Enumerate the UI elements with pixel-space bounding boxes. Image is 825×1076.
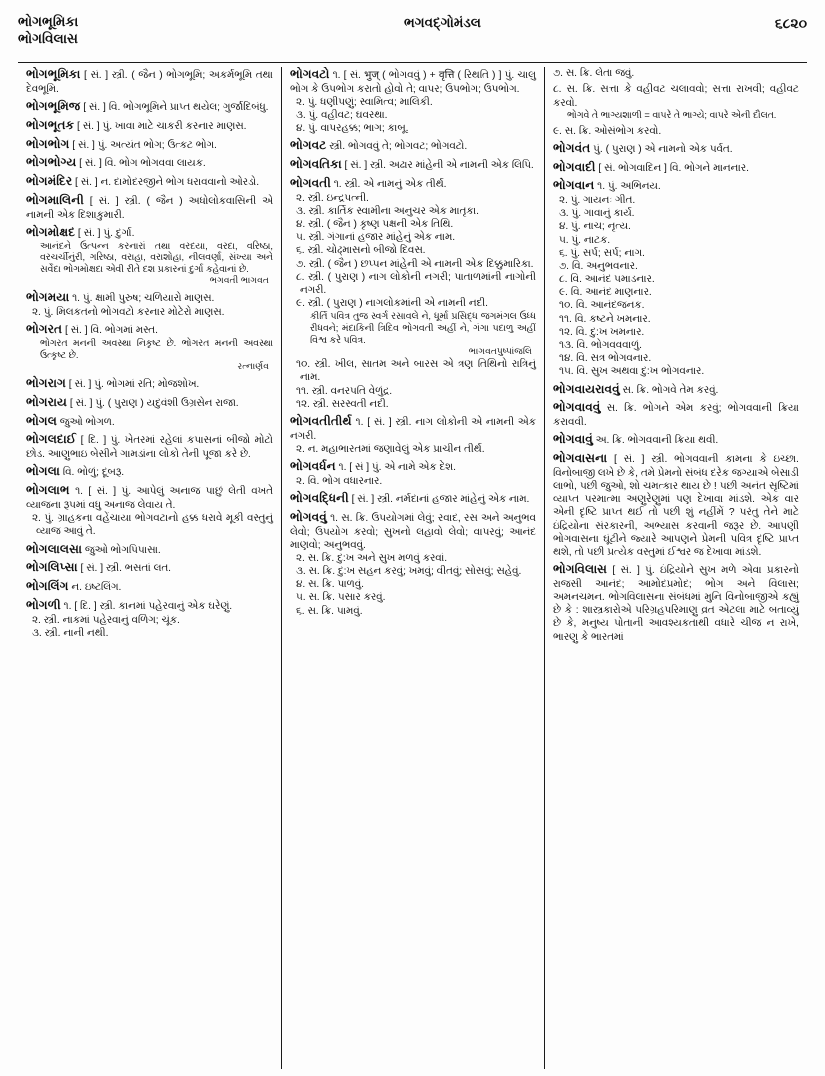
entry-sense: ૭. સ્ત્રી. ( જૈન ) છપ્પન માંહેની એ નામની એક દિક્કુમારિકા. <box>295 258 534 270</box>
dictionary-entry <box>553 400 799 429</box>
entry-headword: ભોગવાદી <box>552 159 596 174</box>
dictionary-entry <box>26 432 273 461</box>
entry-definition: [ સં. ] સ્ત્રી. ભસતાં લત. <box>77 563 172 575</box>
entry-headword: ભોગભોગ્ય <box>26 155 77 170</box>
entry-definition: [ સં. ] પું. ભોગમાં રતિ; મોજશોખ. <box>65 379 200 391</box>
page-number: ૬૮૨૦ <box>774 15 807 31</box>
entry-definition: જુઓ ભોગળ. <box>56 416 115 428</box>
entry-sense: ૨. ન. મહાભારતમાં જણાવેલું એક પ્રાચીન તીર્થ. <box>295 443 485 455</box>
entry-definition: [ સં. ] સ્ત્રી. ( જૈન ) ભોગભૂમિ; અકર્મભૂમિ તથા દેવભૂમિ. <box>26 70 273 95</box>
dictionary-entry <box>26 290 273 319</box>
entry-headword: ભોગવાસના <box>552 451 608 466</box>
entry-definition: [ સં. ] વિ. ભોગમાં મસ્ત. <box>62 325 158 337</box>
dictionary-entry <box>290 414 536 456</box>
entry-headword: ભોગમયા <box>26 290 70 305</box>
dictionary-entry <box>26 99 273 115</box>
entry-sense: ૧૫. વિ. સુખ અથવા દુ:ખ ભોગવનાર. <box>558 366 705 378</box>
entry-sense: ૬. સ. ક્રિ. પામવું. <box>295 605 363 617</box>
dictionary-entry <box>26 464 273 480</box>
entry-headword: ભોગવટો <box>289 67 330 81</box>
entry-headword: ભોગવાવું <box>552 432 593 447</box>
entry-note: ભોગરત મનની અવસ્થા નિકૃષ્ટ છે. ભોગરત મનની અવસ્થા ઉત્કૃષ્ટ છે. <box>40 337 273 360</box>
entry-headword: ભોગલા <box>26 464 60 479</box>
entry-sense: ૪. સ્ત્રી. ( જૈન ) કૃષ્ણ પક્ષની એક તિથિ. <box>295 219 454 231</box>
entry-sense: ૭. વિ. અનુભવનાર. <box>558 260 638 272</box>
entry-sense: ૨. સ્ત્રી. નાકમાં પહેરવાનું વળિંગ; ચૂંક. <box>32 614 180 626</box>
entry-definition: ૧. પું. ક્ષામી પુરુષ; ચળિયારો માણસ. <box>69 293 215 305</box>
left-column <box>18 67 281 1069</box>
entry-sense: ૮. સ. ક્રિ. સત્તા કે વહીવટ ચલાવવો; સત્તા રાખવી; વહીવટ કરવો. <box>552 84 799 109</box>
entry-definition: [ સં. ] સ્ત્રી. ભોગવવાની કામના કે ઇચ્છા. વિનોબાજી લખે છે કે, તમે પ્રેમનો સંબંધ દરેક જગ્યાએ બેસાડી લાભો, પછી જુઓ, શો ચમત્કાર થાય છે ! પછી અનંત સૃષ્ટિમાં વ્યાપ્ત પરમાત્મા અણુરેણુમાં પણ દેખાવા માંડશે. એક વાર એની દૃષ્ટિ પ્રાપ્ત થઈ તો પછી શું નહીંમેં ? પરંતુ તેને માટે ઇંદ્રિયોના સંરકારની, અભ્યાસ કરવાની જરૂર છે. આપણી ભોગવાસના ઘૂંટીને જ્યારે આપણને પ્રેમની પવિત્ર દૃષ્ટિ પ્રાપ્ત થશે, તો પછી પ્રત્યેક વસ્તુમાં ઈશ્વર જ દેખાવા માંડશે. <box>552 454 799 558</box>
entry-definition: ૧. [ સં ] પું. એ નામે એક દેશ. <box>335 462 456 474</box>
entry-definition: [ સં. ] પું. દુર્ગા. <box>75 227 135 239</box>
entry-definition: ન. ઇષ્ટલિંગ. <box>68 582 122 594</box>
entry-sense: ૧૧. વિ. કષ્ટને ખમનાર. <box>558 313 651 325</box>
dictionary-entry <box>553 67 799 80</box>
entry-sense: ૯. વિ. આનંદ માણનાર. <box>558 287 652 299</box>
entry-sense: ૮. વિ. આનંદ પમાડનાર. <box>558 274 655 286</box>
entry-sense: ૯. સ. ક્રિ. ઓસંભોગ કરવો. <box>552 125 662 137</box>
entry-definition: [ સં. ] પું. ( પુરાણ ) યદુવંશી ઉગ્રસેન રાજા. <box>66 397 239 409</box>
entry-definition: [ સં. ] સ્ત્રી. નર્મદાનાં હજાર માંહેનું એક નામ. <box>348 494 530 506</box>
entry-citation: ભગવતી ભાગવત <box>209 275 269 286</box>
dictionary-entry <box>26 483 273 538</box>
entry-sense: ૩. સ્ત્રી. નાની નથી. <box>32 627 109 639</box>
entry-sense: ૨. પું. ગાયનઃ ગીત. <box>558 195 636 207</box>
entry-definition: [ સં. ] વિ. ભોગ ભોગવવા લાયક. <box>76 158 206 170</box>
entry-definition: પું. ( પુરાણ ) એ નામનો એક પર્વત. <box>590 143 733 155</box>
entry-sense: ૬. પું. સર્પ; સર્પ; નાગ. <box>558 247 645 259</box>
dictionary-entry <box>26 137 273 153</box>
entry-sense: ૧૦. વિ. આનંદજનક. <box>558 300 645 312</box>
dictionary-entry <box>290 491 536 507</box>
entry-definition: વિ. ભોળું; દૂબરૂ. <box>59 467 125 479</box>
entry-definition: ૧. [ સં. ] સ્ત્રી. નાગ લોકોની એ નામની એક નગરી. <box>289 417 536 442</box>
entry-headword: ભોગમાલિની <box>26 192 84 207</box>
page-header <box>18 14 807 60</box>
entry-definition: ૧. [ સં. ] પું. આપેલું અનાજ પાછું લેતી વખતે વ્યાજના રૂપમાં વધુ અનાજ લેવાય તે. <box>26 486 273 511</box>
entry-definition: [ સં. ] પું. અત્યંત ભોગ; ઉત્કટ ભોગ. <box>69 139 217 151</box>
entry-definition: સ. ક્રિ. ભોગને એમ કરવું; ભોગવવાની ક્રિયા કરાવવી. <box>552 403 799 429</box>
dictionary-entry <box>553 125 799 138</box>
entry-note: આનંદને ઉત્પન્ન કરનારાં તથા વરદયા, વરદા, વરિષ્ઠા, વરચર્ચીનુંરી, ગરિષ્ઠા, વરાહા, વરાશોહા, નીલવર્ણા, સંખ્યા અને સર્વેદા ભોગમોક્ષદા એવી રીતે દશ પ્રકારનાં દુર્ગા કહેવાનાં છે. <box>40 240 273 274</box>
entry-definition: [ દિ. ] પું. ખેતરમાં રહેલાં કપાસનાં બીજો મોટો છોડ. આણુભાઇ બેસીને ગામડાંના લોકો તેની પૂજા કરે છે. <box>26 435 273 461</box>
entry-definition: [ સં. ભોગવાદિન ] વિ. ભોગને માનનાર. <box>595 162 749 174</box>
dictionary-entry <box>26 193 273 222</box>
entry-sense: ૨. પું. મિલકતનો ભોગવટો કરનાર મોટેરો માણસ. <box>32 306 225 318</box>
dictionary-entry <box>553 160 799 176</box>
entry-headword: ભોગલાભ <box>26 483 70 498</box>
entry-sense: ૪. સ. ક્રિ. પાળવું. <box>295 579 364 591</box>
entry-definition: ૧. સ્ત્રી. એ નામનું એક તીર્થ. <box>330 179 447 191</box>
entry-sense: ૭. સ. ક્રિ. લેતા જવું. <box>552 68 635 79</box>
dictionary-entry <box>26 67 273 96</box>
entry-headword: ભોગળી <box>26 597 61 612</box>
entry-headword: ભોગવર્ધન <box>289 459 336 474</box>
entry-headword: ભોગભોગ <box>26 136 70 151</box>
dictionary-entry <box>26 414 273 430</box>
entry-headword: ભોગલદાઈ <box>26 432 77 447</box>
entry-headword: ભોગવતીતીર્થ <box>289 414 352 429</box>
dictionary-entry <box>26 376 273 392</box>
entry-sense: ૨. સ્ત્રી. ઇન્દ્રપત્ની. <box>295 192 369 204</box>
entry-citation: રત્નાર્ણવ <box>237 361 269 372</box>
entry-sense: ૧૪. વિ. સત્ર ભોગવનાર. <box>558 353 652 365</box>
dictionary-entry <box>26 225 273 287</box>
entry-definition: [ સં. ] સ્ત્રી. ( જૈન ) અધોલોકવાસિની એ નામની એક દિશાકુમારી. <box>26 195 273 221</box>
entry-sense: ૬. સ્ત્રી. ચોઢ્માસનો બીજો દિવસ. <box>295 245 426 257</box>
header-guide-words <box>18 14 228 48</box>
dictionary-entry <box>26 579 273 595</box>
entry-headword: ભોગમંદિર <box>26 174 73 189</box>
dictionary-entry <box>26 174 273 190</box>
entry-citation: ભાગવતપુષ્પાંજલિ <box>468 346 532 357</box>
middle-column <box>281 67 544 1069</box>
entry-headword: ભોગરત <box>26 322 63 337</box>
dictionary-entry <box>26 155 273 171</box>
entry-sense: ૧૦. સ્ત્રી. ખીલ, સાતમ અને બારસ એ ત્રણ તિથિનો રાત્રિનું નામ. <box>295 359 536 384</box>
dictionary-entry <box>290 176 536 411</box>
entry-definition: ૧. [ સં. भुज् ( ભોગવવું ) + वृत्ति ( રિથતિ ) ] પું. ચાલુ ભોગ કે ઉપભોગ કરાતો હોવો તે; વાપર; ઉપભોગ; ઉપભોગ. <box>289 70 536 95</box>
entry-definition: સ્ત્રી. ભોગવવું તે; ભોગવટ; ભોગવટો. <box>326 141 468 153</box>
header-guide-word-second: ભોગવિલાસ <box>18 30 78 46</box>
dictionary-entry <box>290 459 536 488</box>
entry-headword: ભોગવદ્ધિની <box>289 491 349 506</box>
entry-definition: અ. ક્રિ. ભોગવવાની ક્રિયા થવી. <box>592 435 719 447</box>
entry-definition: ૧. [ દિ. ] સ્ત્રી. કાનમાં પહેરવાનું એક ઘરેણું. <box>60 600 233 612</box>
dictionary-entry <box>26 118 273 134</box>
entry-definition: [ સં. ] પું. ઇંદ્રિયોને સુખ મળે એવા પ્રકારનો રાજસી આનંદ; આમોદપ્રમોદ; ભોગ અને વિલાસ; અમનચમન. ભોગવિલાસના સંબંધમાં મુનિ વિનોબાજીએ કહ્યું છે કે : શાસ્ત્રકારોએ પરિગ્રહપરિમાણુ વ્રત એટલા માટે બતાવ્યું છે કે, મનુષ્ય પોતાની આવશ્યકતાથી વધારે ચીજ ન રાખે, ભારણુ કે ભારતમાં <box>552 565 799 643</box>
dictionary-entry <box>26 598 273 640</box>
dictionary-entry <box>290 510 536 618</box>
dictionary-entry <box>290 138 536 154</box>
dictionary-entry <box>290 67 536 135</box>
entry-headword: ભોગમોક્ષદ <box>26 224 76 239</box>
entry-sense: ૪. પું. નાચ; નૃત્ય. <box>558 221 631 233</box>
entry-sense: ૩. સ્ત્રી. કાર્તિક સ્વામીના અનુચર એક માતૃકા. <box>295 205 479 217</box>
entry-sense: ૫. સ્ત્રી. ગંગાનાં હજાર માંહેનું એક નામ. <box>295 232 456 244</box>
entry-headword: ભોગલાલસા <box>26 541 82 556</box>
entry-sense: ૨. વિ. ભોગ વધારનાર. <box>295 475 383 487</box>
dictionary-entry <box>26 395 273 411</box>
entry-headword: ભોગવતિકા <box>289 157 342 172</box>
entry-sense: ૧૧. સ્ત્રી. વનરપતિ વેળુંદ્ર. <box>295 385 393 397</box>
entry-definition: [ સં. ] ન. દામોદરજીને ભોગ ધરાવવાનો ઓરડો. <box>72 177 260 189</box>
entry-definition: સ. ક્રિ. ભોગવે તેમ કરવું. <box>619 384 719 396</box>
entry-headword: ભોગવટ <box>289 138 327 153</box>
header-guide-word-first: ભોગભૂમિકા <box>18 14 79 29</box>
dictionary-entry <box>553 83 799 121</box>
entry-headword: ભોગવાવવું <box>552 400 601 415</box>
dictionary-entry <box>553 432 799 448</box>
dictionary-entry <box>26 322 273 373</box>
entry-definition: ૧. સ. ક્રિ. ઉપયોગમાં લેવું; રવાદ, રસ અને અનુભવ લેવો; ઉપયોગ કરવો; સુખનો લહાવો લેવો; વાપરવું; આનંદ માણવો; અનુભવવું. <box>289 513 536 551</box>
dictionary-entry <box>553 562 799 643</box>
dictionary-entry <box>553 382 799 398</box>
dictionary-entry <box>553 451 799 559</box>
entry-headword: ભોગલિંગ <box>26 579 69 594</box>
right-column <box>544 67 807 1069</box>
header-divider <box>18 62 807 63</box>
entry-headword: ભોગભૂમિકા <box>26 67 81 81</box>
entry-sense: ૩. સ. ક્રિ. દુ:ખ સહન કરવું; ખમવું; વીતવું; સોસવું; સહેવું. <box>295 566 522 578</box>
entry-sense: ૮. સ્ત્રી. ( પુરાણ ) નાગ લોકોની નગરી; પાતાળમાંની નાગોની નગરી. <box>295 271 536 296</box>
entry-sense: ૩. પું. ગાવાનું કાર્ય. <box>558 208 635 220</box>
entry-sense: ૧૨. સ્ત્રી. સરસ્વતી નદી. <box>295 398 389 410</box>
entry-headword: ભોગવાન <box>552 178 595 193</box>
entry-definition: [ સં. ] સ્ત્રી. અઢાર માંહેની એ નામની એક લિપિ. <box>341 160 534 172</box>
dictionary-entry <box>553 141 799 157</box>
entry-headword: ભોગવવું <box>289 510 327 525</box>
entry-sense: ૧૨. વિ. દુ:ખ ખમનાર. <box>558 326 645 338</box>
entry-definition: [ સં. ] વિ. ભોગભૂમિને પ્રાપ્ત થયેલ; ગુર્જાદિબંધુ. <box>80 101 269 113</box>
entry-definition: જુઓ ભોગપિપાસા. <box>81 544 161 556</box>
entry-sense: ૨. પું. ગ્રાહકના વહેંચાયા ભોગવટાનો હક્ક ધરાવે મૂકી વસ્તુનું વ્યાજ આવું તે. <box>32 513 273 538</box>
entry-sense: ૯. સ્ત્રી. ( પુરાણ ) નાગલોકમાંની એ નામની નદી. <box>295 298 489 310</box>
entry-headword: ભોગવંત <box>552 140 591 155</box>
dictionary-entry <box>26 560 273 576</box>
dictionary-entry <box>26 542 273 558</box>
entry-headword: ભોગભૂમિજ <box>26 98 81 113</box>
entry-verse: કીર્તિ પવિત્ર તુજ સ્વર્ગ રસાવલે ને, ધૂર્મા પ્રસિદ્ધ જગમંગલ ઉધ્ધ રીધવને; મંદાકિની ત્રિદિવ ભોગવતી અહીં ને, ગંગા પદાળુ અહીં વિશ્વ કરે પવિત્ર. <box>309 311 536 346</box>
book-title: ભગવદ્ગોમંડલ <box>404 15 481 30</box>
entry-sense: ૨. પું. ધણીપણું; સ્વામિત્વ; માલિકી. <box>295 96 433 108</box>
entry-sense: ૫. સ. ક્રિ. પસાર કરવું. <box>295 592 386 604</box>
entry-sense: ૨. સ. ક્રિ. દુ:ખ અને સુખ મળવું કરવાં. <box>295 552 448 564</box>
entry-headword: ભોગવાયરાવવું <box>552 381 620 396</box>
entry-headword: ભોગભૂતક <box>26 117 75 132</box>
entry-sense: ૧૩. વિ. ભોગવવવાળું. <box>558 339 643 351</box>
entry-sense: ૩. પું. વહીવટ; ઘવરથા. <box>295 109 388 121</box>
entry-headword: ભોગરાગ <box>26 376 66 391</box>
entry-headword: ભોગલ <box>26 413 57 428</box>
entry-headword: ભોગરાય <box>26 394 67 409</box>
entry-definition: ૧. પું. અભિનય. <box>594 181 661 193</box>
dictionary-entry <box>290 157 536 173</box>
columns-container <box>18 67 807 1069</box>
dictionary-entry <box>553 178 799 378</box>
entry-note: ભોગવે તે ભાગ્યશાળી = વાપરે તે ભાગ્યે; વાપરે એની દૌલત. <box>566 109 777 120</box>
entry-headword: ભોગલિપ્સા <box>26 560 78 575</box>
entry-headword: ભોગવતી <box>289 176 331 191</box>
entry-definition: [ સં. ] પું. ખાવા માટે ચાકરી કરનાર માણસ. <box>74 120 247 132</box>
entry-sense: ૫. પું. નાટક. <box>558 234 611 246</box>
entry-sense: ૪. પું. વાપરહક્ક; ભાગ; કાબૂ. <box>295 123 409 135</box>
entry-headword: ભોગવિલાસ <box>552 562 608 577</box>
